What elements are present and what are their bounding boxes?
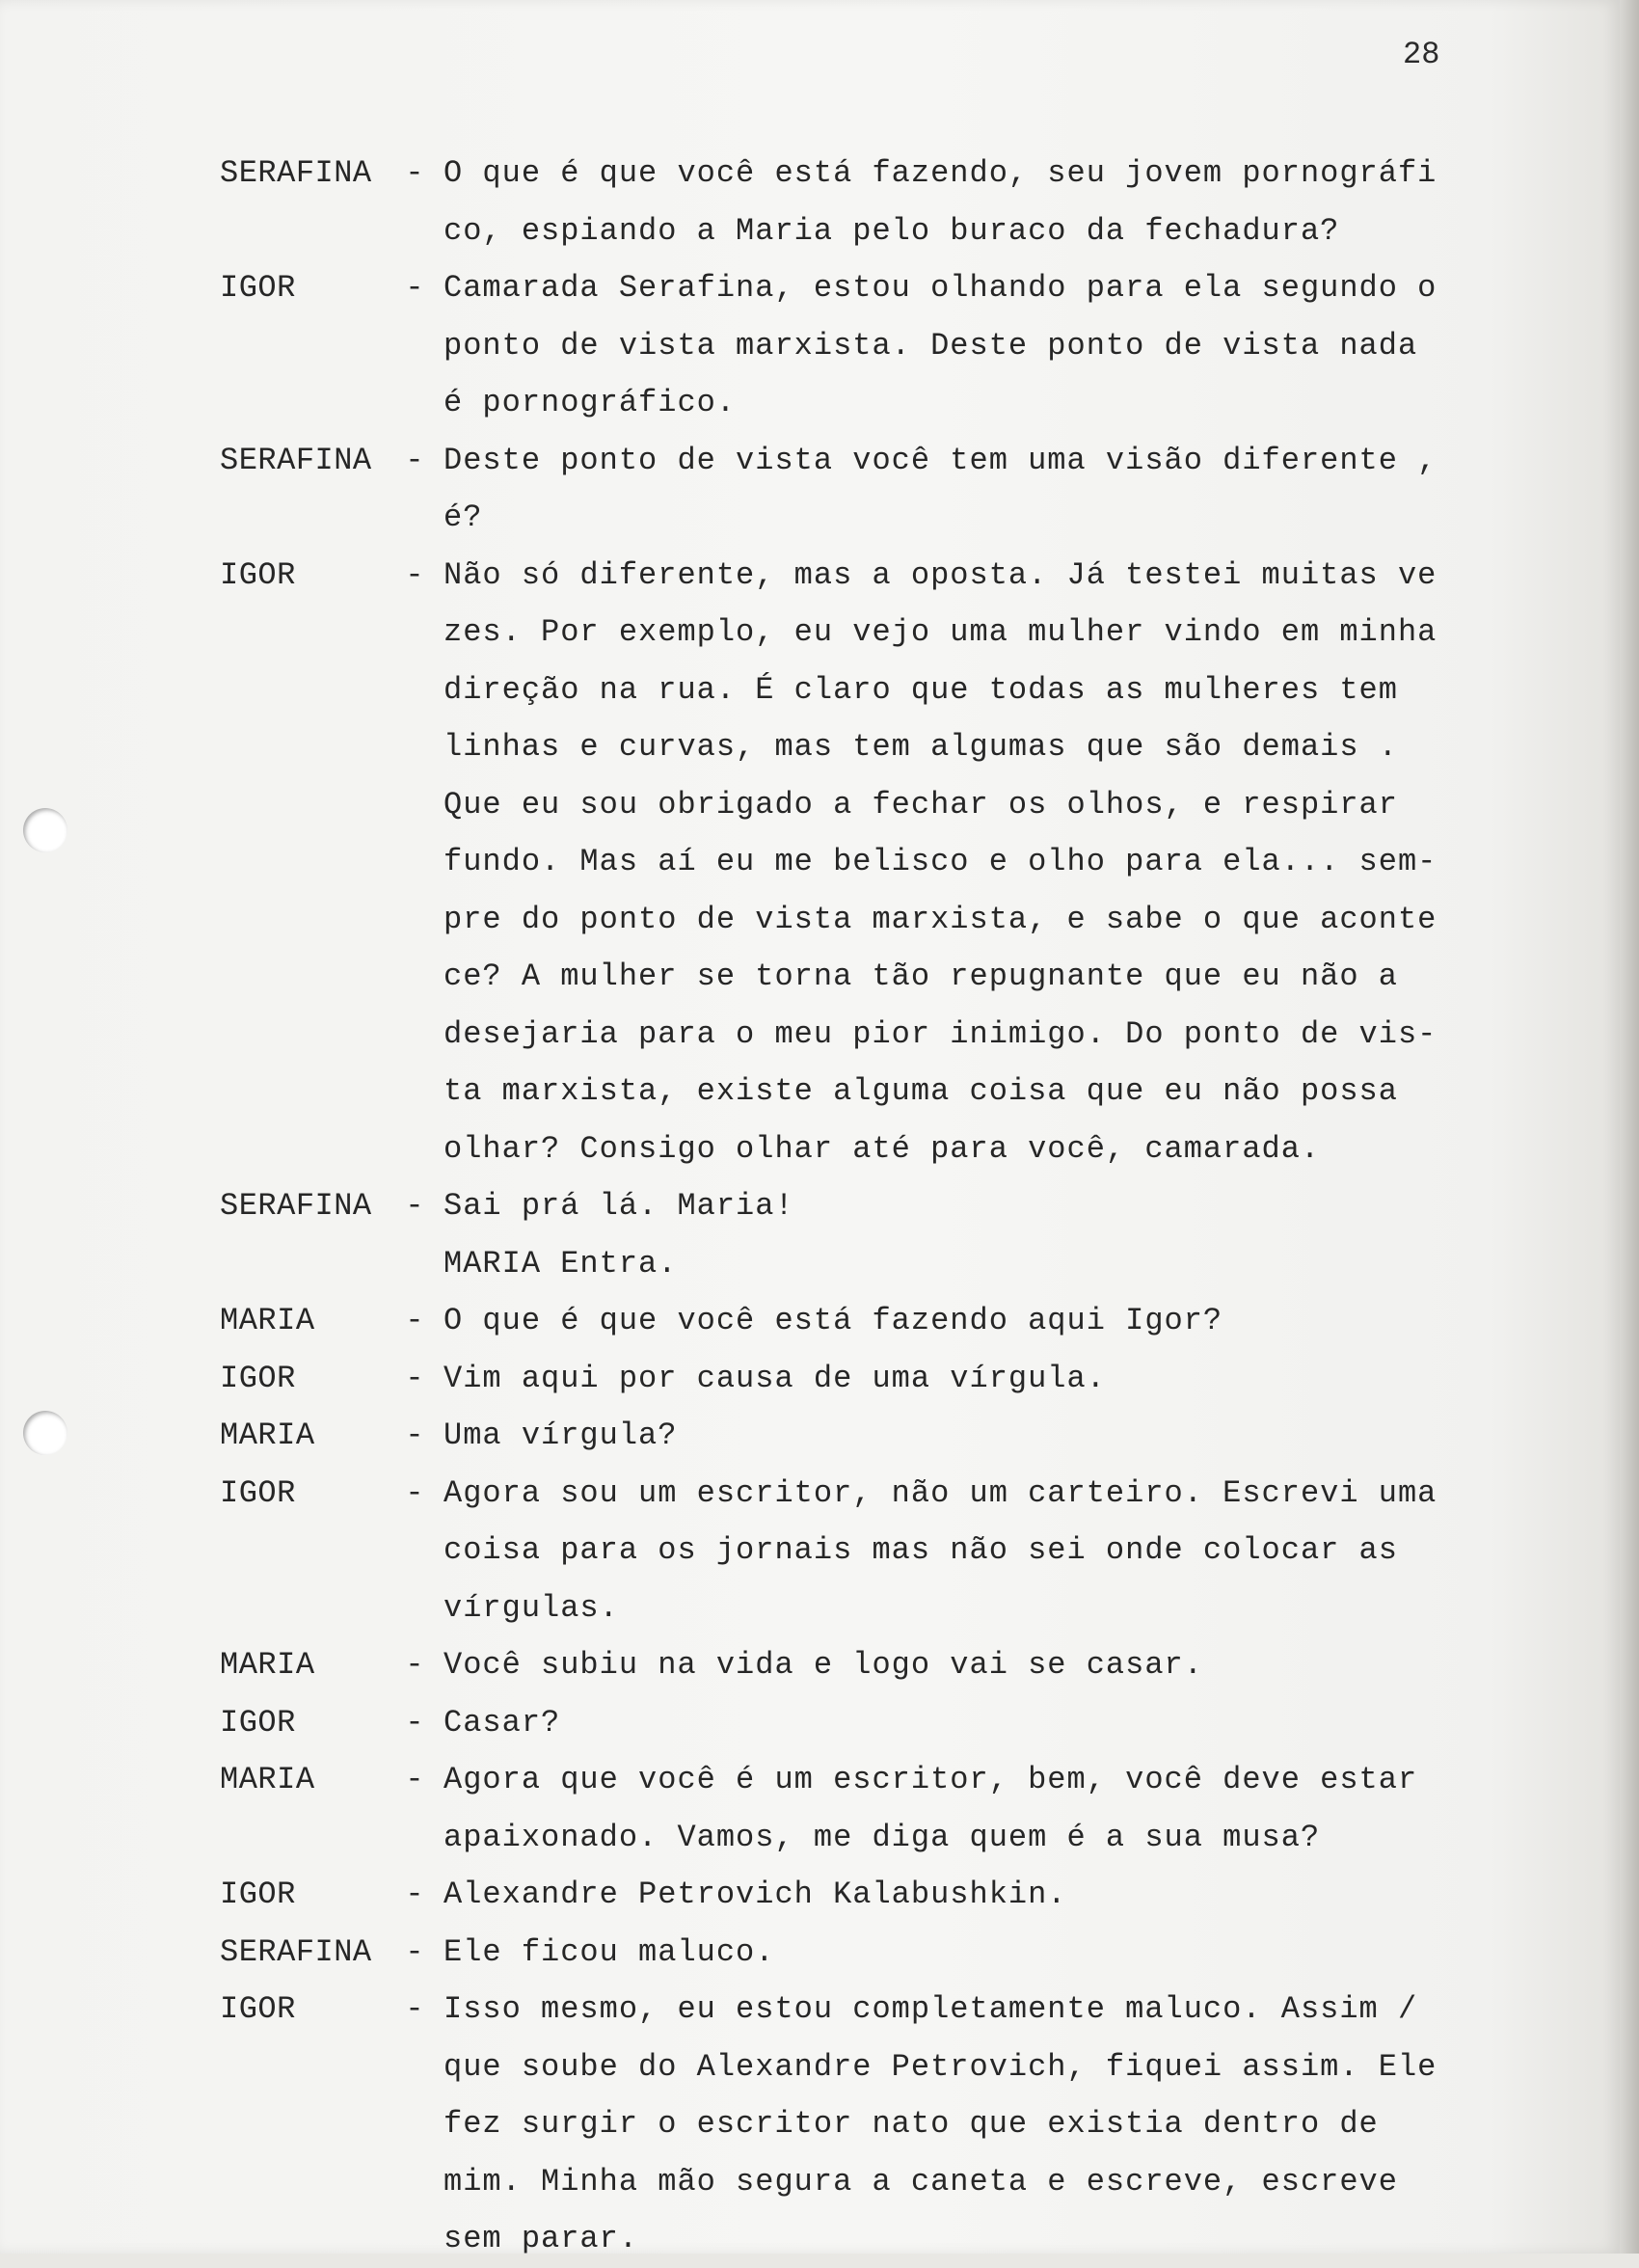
script-line <box>220 718 1473 776</box>
dialogue-text: Uma vírgula? <box>443 1418 678 1453</box>
speaker-dash: - <box>405 1647 424 1683</box>
speaker-dash: - <box>405 442 424 478</box>
dialogue-text: Agora que você é um escritor, bem, você deve estar <box>443 1762 1418 1797</box>
script-line <box>220 1120 1473 1178</box>
dialogue-text: O que é que você está fazendo, seu jovem pornográfi <box>443 155 1437 191</box>
speaker-dash: - <box>405 1704 424 1741</box>
script-line <box>220 1235 1473 1293</box>
script-line <box>220 1465 1473 1523</box>
dialogue-text: Vim aqui por causa de uma vírgula. <box>443 1360 1106 1396</box>
speaker-name: MARIA <box>220 1762 315 1797</box>
page-edge <box>1620 0 1639 2254</box>
speaker-name: SERAFINA <box>220 1933 372 1970</box>
dialogue-text: fundo. Mas aí eu me belisco e olho para ela... sem- <box>443 844 1437 879</box>
speaker-name: MARIA <box>220 1303 315 1338</box>
dialogue-text: é? <box>443 500 483 535</box>
script-line <box>220 1580 1473 1637</box>
dialogue-text: Alexandre Petrovich Kalabushkin. <box>443 1876 1067 1912</box>
speaker-dash: - <box>405 1418 424 1453</box>
script-line <box>220 1751 1473 1809</box>
script-line <box>220 489 1473 547</box>
speaker-dash: - <box>405 1474 424 1511</box>
script-line <box>220 776 1473 834</box>
speaker-name: SERAFINA <box>220 442 372 478</box>
speaker-dash: - <box>405 1991 424 2027</box>
dialogue-text: pre do ponto de vista marxista, e sabe o que aconte <box>443 901 1437 937</box>
dialogue-text: apaixonado. Vamos, me diga quem é a sua musa? <box>443 1819 1321 1855</box>
speaker-name: IGOR <box>220 1704 296 1741</box>
stage-direction: MARIA Entra. <box>443 1245 678 1282</box>
dialogue-text: Sai prá lá. Maria! <box>443 1188 794 1224</box>
script-line <box>220 2038 1473 2096</box>
dialogue-text: Você subiu na vida e logo vai se casar. <box>443 1647 1203 1683</box>
script-line <box>220 547 1473 605</box>
script-line <box>220 1866 1473 1924</box>
script-line <box>220 259 1473 317</box>
speaker-name: IGOR <box>220 270 296 306</box>
speaker-dash: - <box>405 1360 424 1396</box>
script-line <box>220 202 1473 260</box>
dialogue-text: vírgulas. <box>443 1589 619 1626</box>
dialogue-text: ce? A mulher se torna tão repugnante que eu não a <box>443 958 1398 994</box>
dialogue-text: coisa para os jornais mas não sei onde colocar as <box>443 1532 1398 1568</box>
dialogue-text: linhas e curvas, mas tem algumas que são demais . <box>443 729 1398 765</box>
script-line <box>220 145 1473 202</box>
script-line <box>220 948 1473 1006</box>
script-line <box>220 1981 1473 2038</box>
speaker-dash: - <box>405 1933 424 1970</box>
speaker-name: SERAFINA <box>220 1188 372 1224</box>
dialogue-text: mim. Minha mão segura a caneta e escreve, escreve <box>443 2163 1398 2200</box>
dialogue-text: ta marxista, existe alguma coisa que eu não possa <box>443 1073 1398 1109</box>
speaker-name: SERAFINA <box>220 155 372 191</box>
binder-hole-upper <box>23 808 67 852</box>
script-line <box>220 1809 1473 1867</box>
speaker-dash: - <box>405 155 424 191</box>
script-line <box>220 1924 1473 1982</box>
speaker-name: IGOR <box>220 1474 296 1511</box>
dialogue-text: ponto de vista marxista. Deste ponto de vista nada <box>443 327 1418 364</box>
script-line <box>220 1694 1473 1752</box>
dialogue-text: Deste ponto de vista você tem uma visão diferente , <box>443 442 1437 478</box>
script-line <box>220 374 1473 432</box>
speaker-name: IGOR <box>220 556 296 593</box>
dialogue-text: zes. Por exemplo, eu vejo uma mulher vindo em minha <box>443 614 1437 650</box>
dialogue-text: Ele ficou maluco. <box>443 1933 775 1970</box>
speaker-name: MARIA <box>220 1647 315 1683</box>
script-line <box>220 432 1473 490</box>
dialogue-text: fez surgir o escritor nato que existia dentro de <box>443 2106 1379 2142</box>
dialogue-text: Não só diferente, mas a oposta. Já testei muitas ve <box>443 556 1437 593</box>
speaker-dash: - <box>405 556 424 593</box>
script-line <box>220 1006 1473 1064</box>
script-line <box>220 2153 1473 2211</box>
script-line <box>220 891 1473 949</box>
script-line <box>220 662 1473 719</box>
script-line <box>220 1636 1473 1694</box>
dialogue-text: Camarada Serafina, estou olhando para ela segundo o <box>443 270 1437 306</box>
speaker-dash: - <box>405 1188 424 1224</box>
speaker-dash: - <box>405 270 424 306</box>
dialogue-text: Isso mesmo, eu estou completamente maluco. Assim / <box>443 1991 1418 2027</box>
script-line <box>220 833 1473 891</box>
dialogue-text: sem parar. <box>443 2221 639 2256</box>
dialogue-text: desejaria para o meu pior inimigo. Do ponto de vis- <box>443 1015 1437 1052</box>
script-line <box>220 1063 1473 1120</box>
script-line <box>220 1177 1473 1235</box>
dialogue-text: O que é que você está fazendo aqui Igor? <box>443 1303 1223 1338</box>
script-line <box>220 2210 1473 2268</box>
speaker-name: IGOR <box>220 1360 296 1396</box>
dialogue-text: Agora sou um escritor, não um carteiro. Escrevi uma <box>443 1474 1437 1511</box>
script-line <box>220 1522 1473 1580</box>
page-number: 28 <box>1403 37 1440 72</box>
dialogue-text: direção na rua. É claro que todas as mulheres tem <box>443 671 1398 708</box>
speaker-name: IGOR <box>220 1876 296 1912</box>
speaker-dash: - <box>405 1762 424 1797</box>
dialogue-text: olhar? Consigo olhar até para você, camarada. <box>443 1130 1321 1167</box>
dialogue-text: Que eu sou obrigado a fechar os olhos, e respirar <box>443 786 1398 823</box>
speaker-name: MARIA <box>220 1418 315 1453</box>
dialogue-text: é pornográfico. <box>443 385 737 420</box>
dialogue-text: co, espiando a Maria pelo buraco da fechadura? <box>443 212 1340 249</box>
script-line <box>220 1350 1473 1408</box>
script-line <box>220 1292 1473 1350</box>
dialogue-text: que soube do Alexandre Petrovich, fiquei assim. Ele <box>443 2048 1437 2085</box>
script-line <box>220 1407 1473 1465</box>
speaker-dash: - <box>405 1303 424 1338</box>
script-line <box>220 317 1473 375</box>
dialogue-text: Casar? <box>443 1704 561 1741</box>
speaker-name: IGOR <box>220 1991 296 2027</box>
script-line <box>220 2095 1473 2153</box>
binder-hole-lower <box>23 1411 67 1455</box>
script-body <box>220 145 1473 2268</box>
script-line <box>220 604 1473 662</box>
speaker-dash: - <box>405 1876 424 1912</box>
